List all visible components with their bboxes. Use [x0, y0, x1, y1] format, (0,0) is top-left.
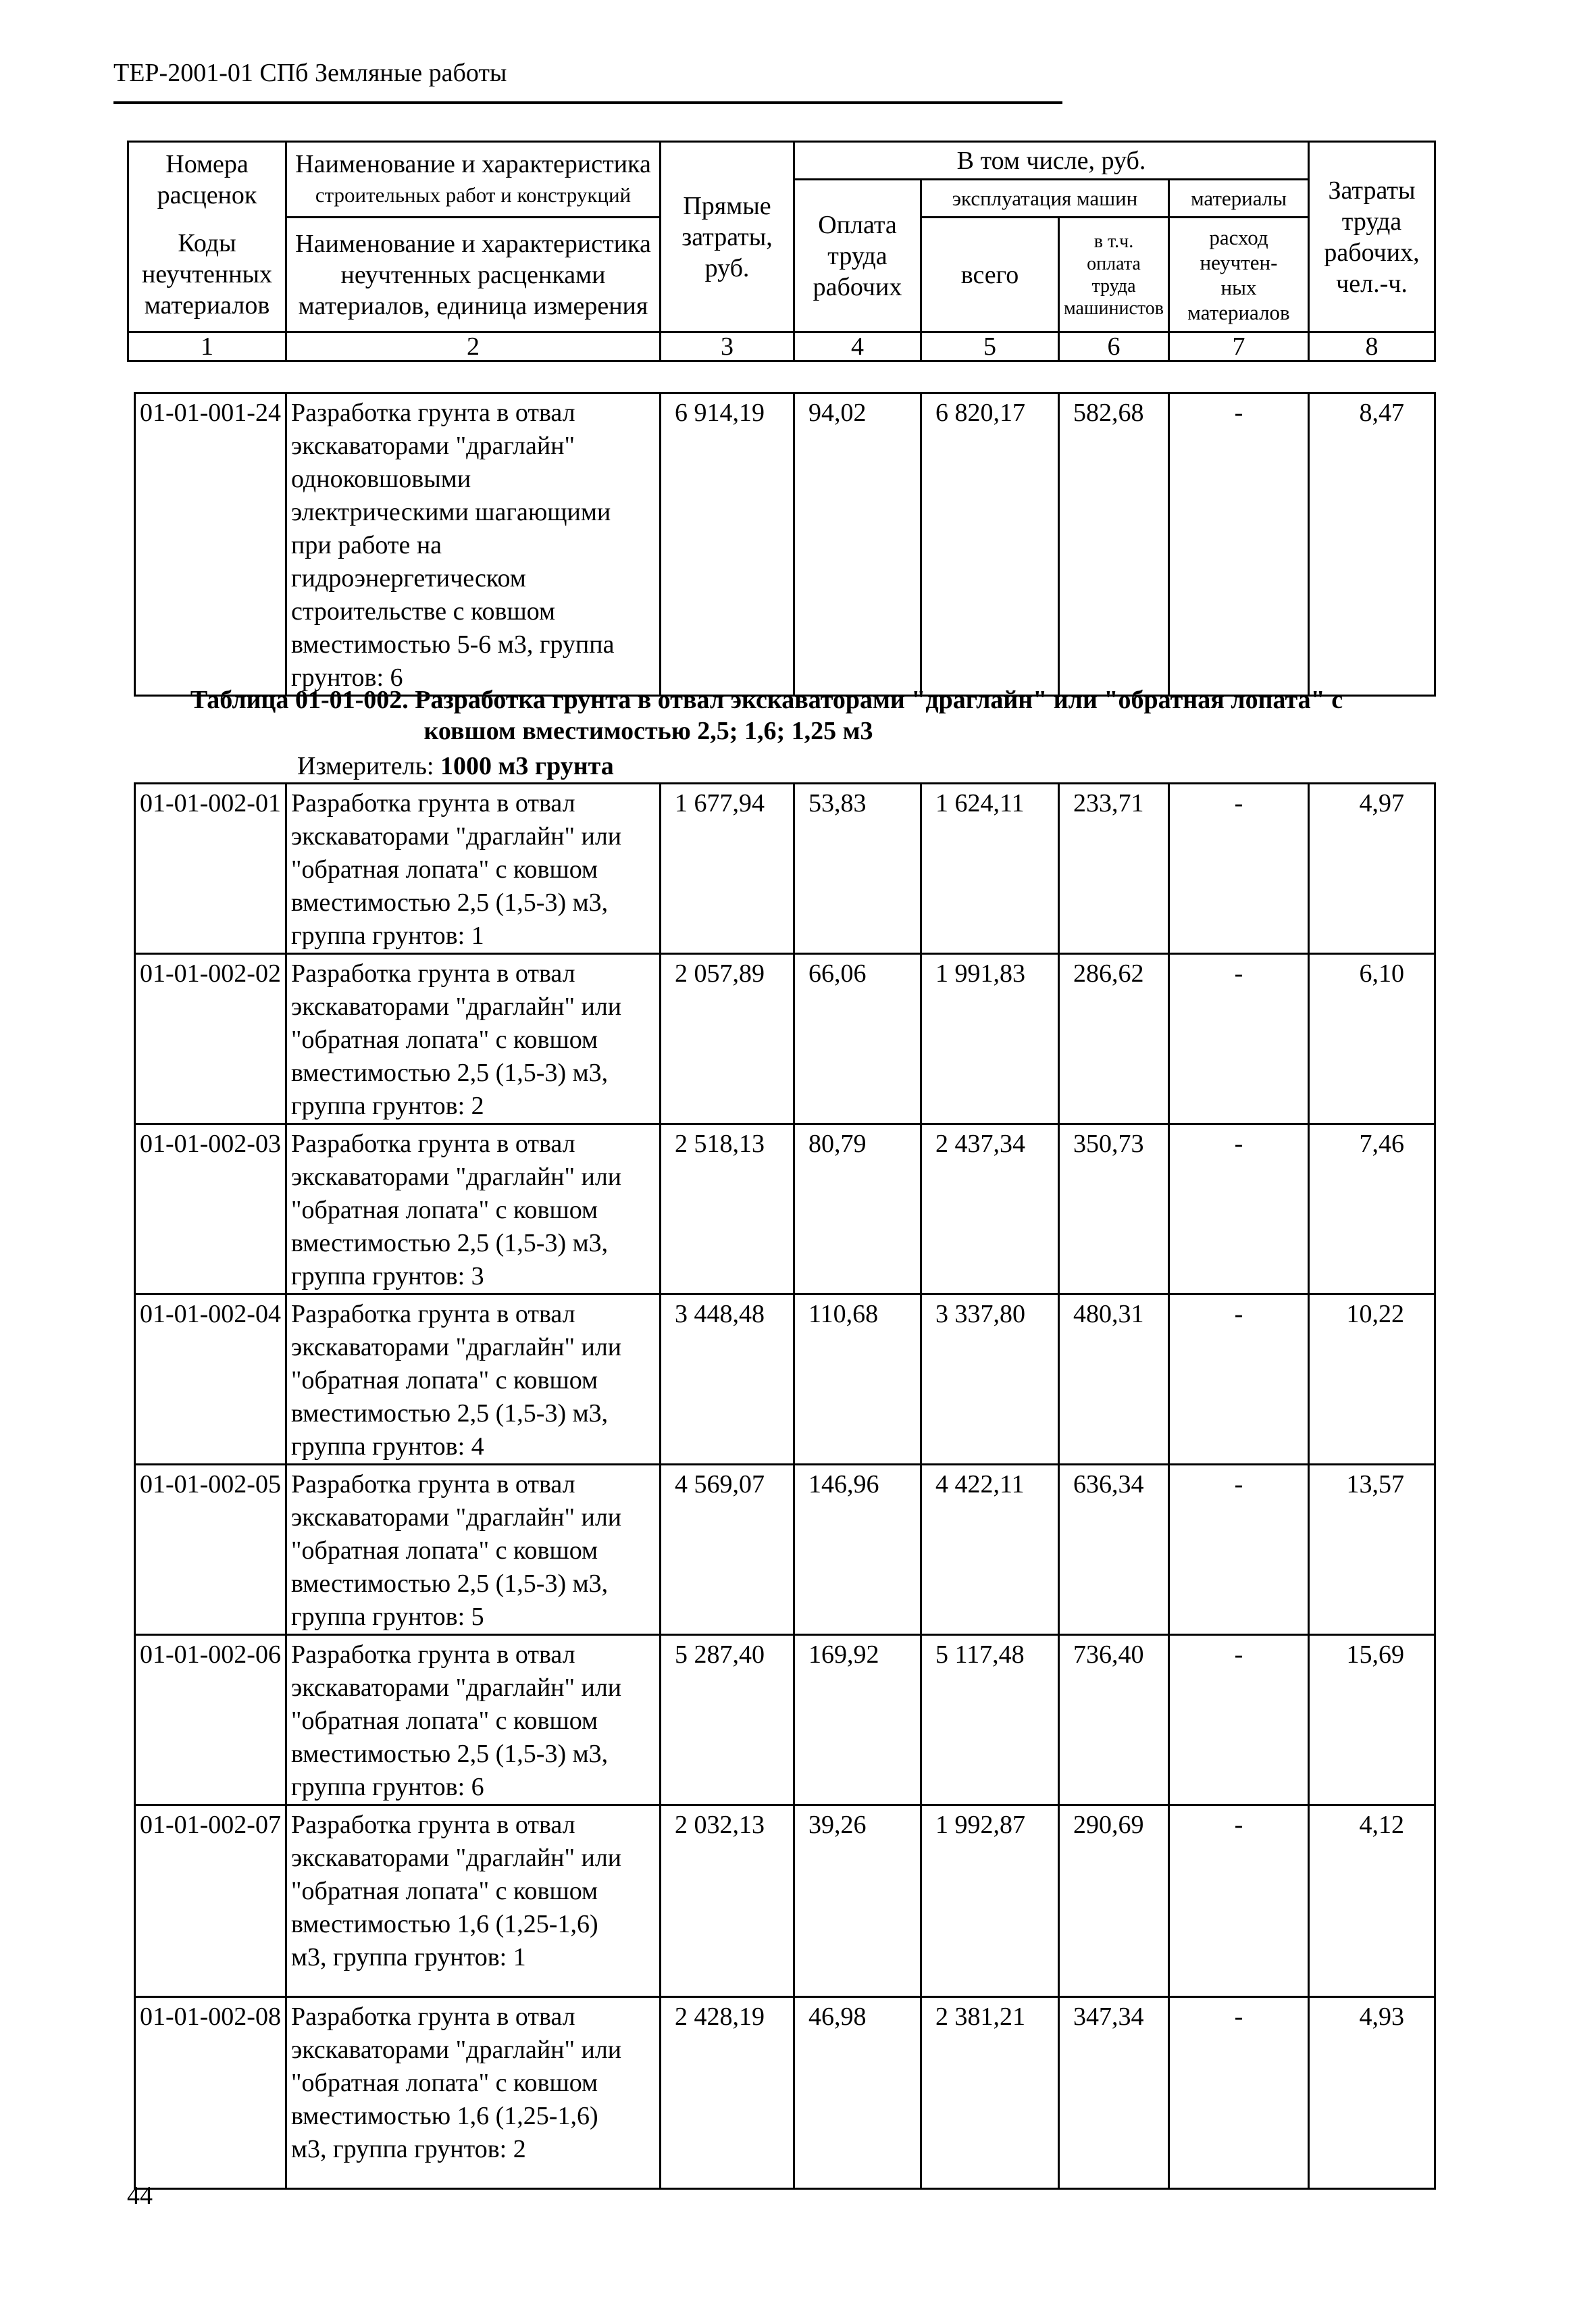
- machines-total: 1 991,83: [921, 954, 1059, 1124]
- machines-total: 3 337,80: [921, 1294, 1059, 1465]
- direct-costs: 3 448,48: [661, 1294, 794, 1465]
- rate-code: 01-01-002-03: [135, 1124, 286, 1294]
- col-number-7: 7: [1169, 332, 1309, 361]
- rate-code: 01-01-002-02: [135, 954, 286, 1124]
- labor-hours: 4,97: [1309, 784, 1435, 954]
- col-material-codes-header: Коды неучтенных материалов: [128, 218, 286, 332]
- labor-hours: 8,47: [1309, 393, 1435, 696]
- rate-code: 01-01-002-07: [135, 1805, 286, 1997]
- rate-code: 01-01-002-06: [135, 1635, 286, 1805]
- rate-code: 01-01-002-08: [135, 1997, 286, 2189]
- labor-pay: 66,06: [794, 954, 921, 1124]
- labor-pay: 94,02: [794, 393, 921, 696]
- table-002-title: [135, 684, 1398, 747]
- labor-hours: 15,69: [1309, 1635, 1435, 1805]
- table-row: [135, 954, 1435, 1124]
- machines-total: 1 624,11: [921, 784, 1059, 954]
- machinists-pay: 736,40: [1059, 1635, 1169, 1805]
- rate-code: 01-01-001-24: [135, 393, 286, 696]
- machines-total: 6 820,17: [921, 393, 1059, 696]
- machines-total: 2 381,21: [921, 1997, 1059, 2189]
- materials-consumption: -: [1169, 1635, 1309, 1805]
- table-002: [134, 782, 1436, 2190]
- materials-consumption: -: [1169, 393, 1309, 696]
- materials-consumption: -: [1169, 1465, 1309, 1635]
- rate-name: Разработка грунта в отвал экскаваторами "драглайн" или "обратная лопата" с ковшом вместимостью 1,6 (1,25-1,6) м3, группа грунтов: 2: [286, 1997, 661, 2189]
- table-002-title-line2: ковшом вместимостью 2,5; 1,6; 1,25 м3: [423, 717, 873, 745]
- labor-hours: 13,57: [1309, 1465, 1435, 1635]
- col-materials-group-header: материалы: [1169, 180, 1309, 218]
- machinists-pay: 582,68: [1059, 393, 1169, 696]
- rate-code: 01-01-002-01: [135, 784, 286, 954]
- machinists-pay: 347,34: [1059, 1997, 1169, 2189]
- direct-costs: 1 677,94: [661, 784, 794, 954]
- col-number-5: 5: [921, 332, 1059, 361]
- labor-hours: 4,93: [1309, 1997, 1435, 2189]
- col-number-6: 6: [1059, 332, 1169, 361]
- col-work-name-header: [286, 142, 661, 218]
- machines-total: 4 422,11: [921, 1465, 1059, 1635]
- labor-pay: 53,83: [794, 784, 921, 954]
- col-direct-costs-header: Прямые затраты, руб.: [661, 142, 794, 332]
- labor-pay: 169,92: [794, 1635, 921, 1805]
- col-including-header: В том числе, руб.: [794, 142, 1309, 180]
- labor-pay: 46,98: [794, 1997, 921, 2189]
- rate-code: 01-01-002-04: [135, 1294, 286, 1465]
- labor-pay: 110,68: [794, 1294, 921, 1465]
- rate-name: Разработка грунта в отвал экскаваторами "драглайн" или "обратная лопата" с ковшом вместимостью 1,6 (1,25-1,6) м3, группа грунтов: 1: [286, 1805, 661, 1997]
- col-labor-hours-header: Затраты труда рабочих, чел.-ч.: [1309, 142, 1435, 332]
- col-labor-pay-header: Оплата труда рабочих: [794, 180, 921, 332]
- direct-costs: 6 914,19: [661, 393, 794, 696]
- table-row: [135, 1805, 1435, 1997]
- materials-consumption: -: [1169, 784, 1309, 954]
- machinists-pay: 636,34: [1059, 1465, 1169, 1635]
- table-row: [135, 393, 1435, 696]
- col-machinists-pay-header: в т.ч. оплата труда машинистов: [1059, 218, 1169, 332]
- materials-consumption: -: [1169, 1294, 1309, 1465]
- measure-label: Измеритель:: [297, 752, 434, 780]
- col-materials-consumption-header: расход неучтен- ных материалов: [1169, 218, 1309, 332]
- running-header-title: ТЕР-2001-01 СПб Земляные работы: [113, 59, 507, 87]
- rate-name: Разработка грунта в отвал экскаваторами "драглайн" или "обратная лопата" с ковшом вместимостью 2,5 (1,5-3) м3, группа грунтов: 4: [286, 1294, 661, 1465]
- direct-costs: 5 287,40: [661, 1635, 794, 1805]
- machinists-pay: 286,62: [1059, 954, 1169, 1124]
- col-number-2: 2: [286, 332, 661, 361]
- col-number-3: 3: [661, 332, 794, 361]
- col-number-4: 4: [794, 332, 921, 361]
- rate-name: Разработка грунта в отвал экскаваторами "драглайн" одноковшовыми электрическими шагающими при работе на гидроэнергетическом строительстве с ковшом вместимостью 5-6 м3, группа грунтов: 6: [286, 393, 661, 696]
- page-number: 44: [127, 2182, 153, 2210]
- machinists-pay: 233,71: [1059, 784, 1169, 954]
- direct-costs: 2 057,89: [661, 954, 794, 1124]
- labor-hours: 6,10: [1309, 954, 1435, 1124]
- labor-hours: 7,46: [1309, 1124, 1435, 1294]
- col-rate-number-header: Номера расценок: [128, 142, 286, 218]
- machinists-pay: 350,73: [1059, 1124, 1169, 1294]
- measure-unit: [297, 751, 614, 781]
- materials-consumption: -: [1169, 954, 1309, 1124]
- machines-total: 5 117,48: [921, 1635, 1059, 1805]
- col-work-name-line1: Наименование и характеристика: [295, 150, 651, 179]
- materials-consumption: -: [1169, 1997, 1309, 2189]
- materials-consumption: -: [1169, 1124, 1309, 1294]
- machinists-pay: 290,69: [1059, 1805, 1169, 1997]
- measure-value: 1000 м3 грунта: [440, 752, 614, 780]
- rate-name: Разработка грунта в отвал экскаваторами "драглайн" или "обратная лопата" с ковшом вместимостью 2,5 (1,5-3) м3, группа грунтов: 2: [286, 954, 661, 1124]
- labor-pay: 146,96: [794, 1465, 921, 1635]
- col-material-names-header: Наименование и характеристика неучтенных расценками материалов, единица измерения: [286, 218, 661, 332]
- table-row: [135, 1124, 1435, 1294]
- labor-pay: 39,26: [794, 1805, 921, 1997]
- direct-costs: 2 518,13: [661, 1124, 794, 1294]
- machines-total: 2 437,34: [921, 1124, 1059, 1294]
- machinists-pay: 480,31: [1059, 1294, 1169, 1465]
- rate-name: Разработка грунта в отвал экскаваторами "драглайн" или "обратная лопата" с ковшом вместимостью 2,5 (1,5-3) м3, группа грунтов: 6: [286, 1635, 661, 1805]
- table-row: [135, 1294, 1435, 1465]
- col-number-1: 1: [128, 332, 286, 361]
- header-rule: [113, 101, 1062, 104]
- labor-hours: 10,22: [1309, 1294, 1435, 1465]
- table-row: [135, 1997, 1435, 2189]
- col-number-8: 8: [1309, 332, 1435, 361]
- rate-code: 01-01-002-05: [135, 1465, 286, 1635]
- direct-costs: 2 428,19: [661, 1997, 794, 2189]
- col-machines-total-header: всего: [921, 218, 1059, 332]
- materials-consumption: -: [1169, 1805, 1309, 1997]
- labor-pay: 80,79: [794, 1124, 921, 1294]
- table-row: [135, 1635, 1435, 1805]
- table-row: [135, 784, 1435, 954]
- rate-name: Разработка грунта в отвал экскаваторами "драглайн" или "обратная лопата" с ковшом вместимостью 2,5 (1,5-3) м3, группа грунтов: 3: [286, 1124, 661, 1294]
- col-work-name-line2: строительных работ и конструкций: [315, 183, 632, 207]
- table-001-continuation: [134, 392, 1436, 697]
- direct-costs: 4 569,07: [661, 1465, 794, 1635]
- table-002-title-line1: Таблица 01-01-002. Разработка грунта в отвал экскаваторами "драглайн" или "обратная лопата" с: [190, 686, 1343, 714]
- rate-name: Разработка грунта в отвал экскаваторами "драглайн" или "обратная лопата" с ковшом вместимостью 2,5 (1,5-3) м3, группа грунтов: 5: [286, 1465, 661, 1635]
- col-machines-header: эксплуатация машин: [921, 180, 1169, 218]
- direct-costs: 2 032,13: [661, 1805, 794, 1997]
- labor-hours: 4,12: [1309, 1805, 1435, 1997]
- rate-name: Разработка грунта в отвал экскаваторами "драглайн" или "обратная лопата" с ковшом вместимостью 2,5 (1,5-3) м3, группа грунтов: 1: [286, 784, 661, 954]
- machines-total: 1 992,87: [921, 1805, 1059, 1997]
- column-header-table: [127, 141, 1436, 362]
- table-row: [135, 1465, 1435, 1635]
